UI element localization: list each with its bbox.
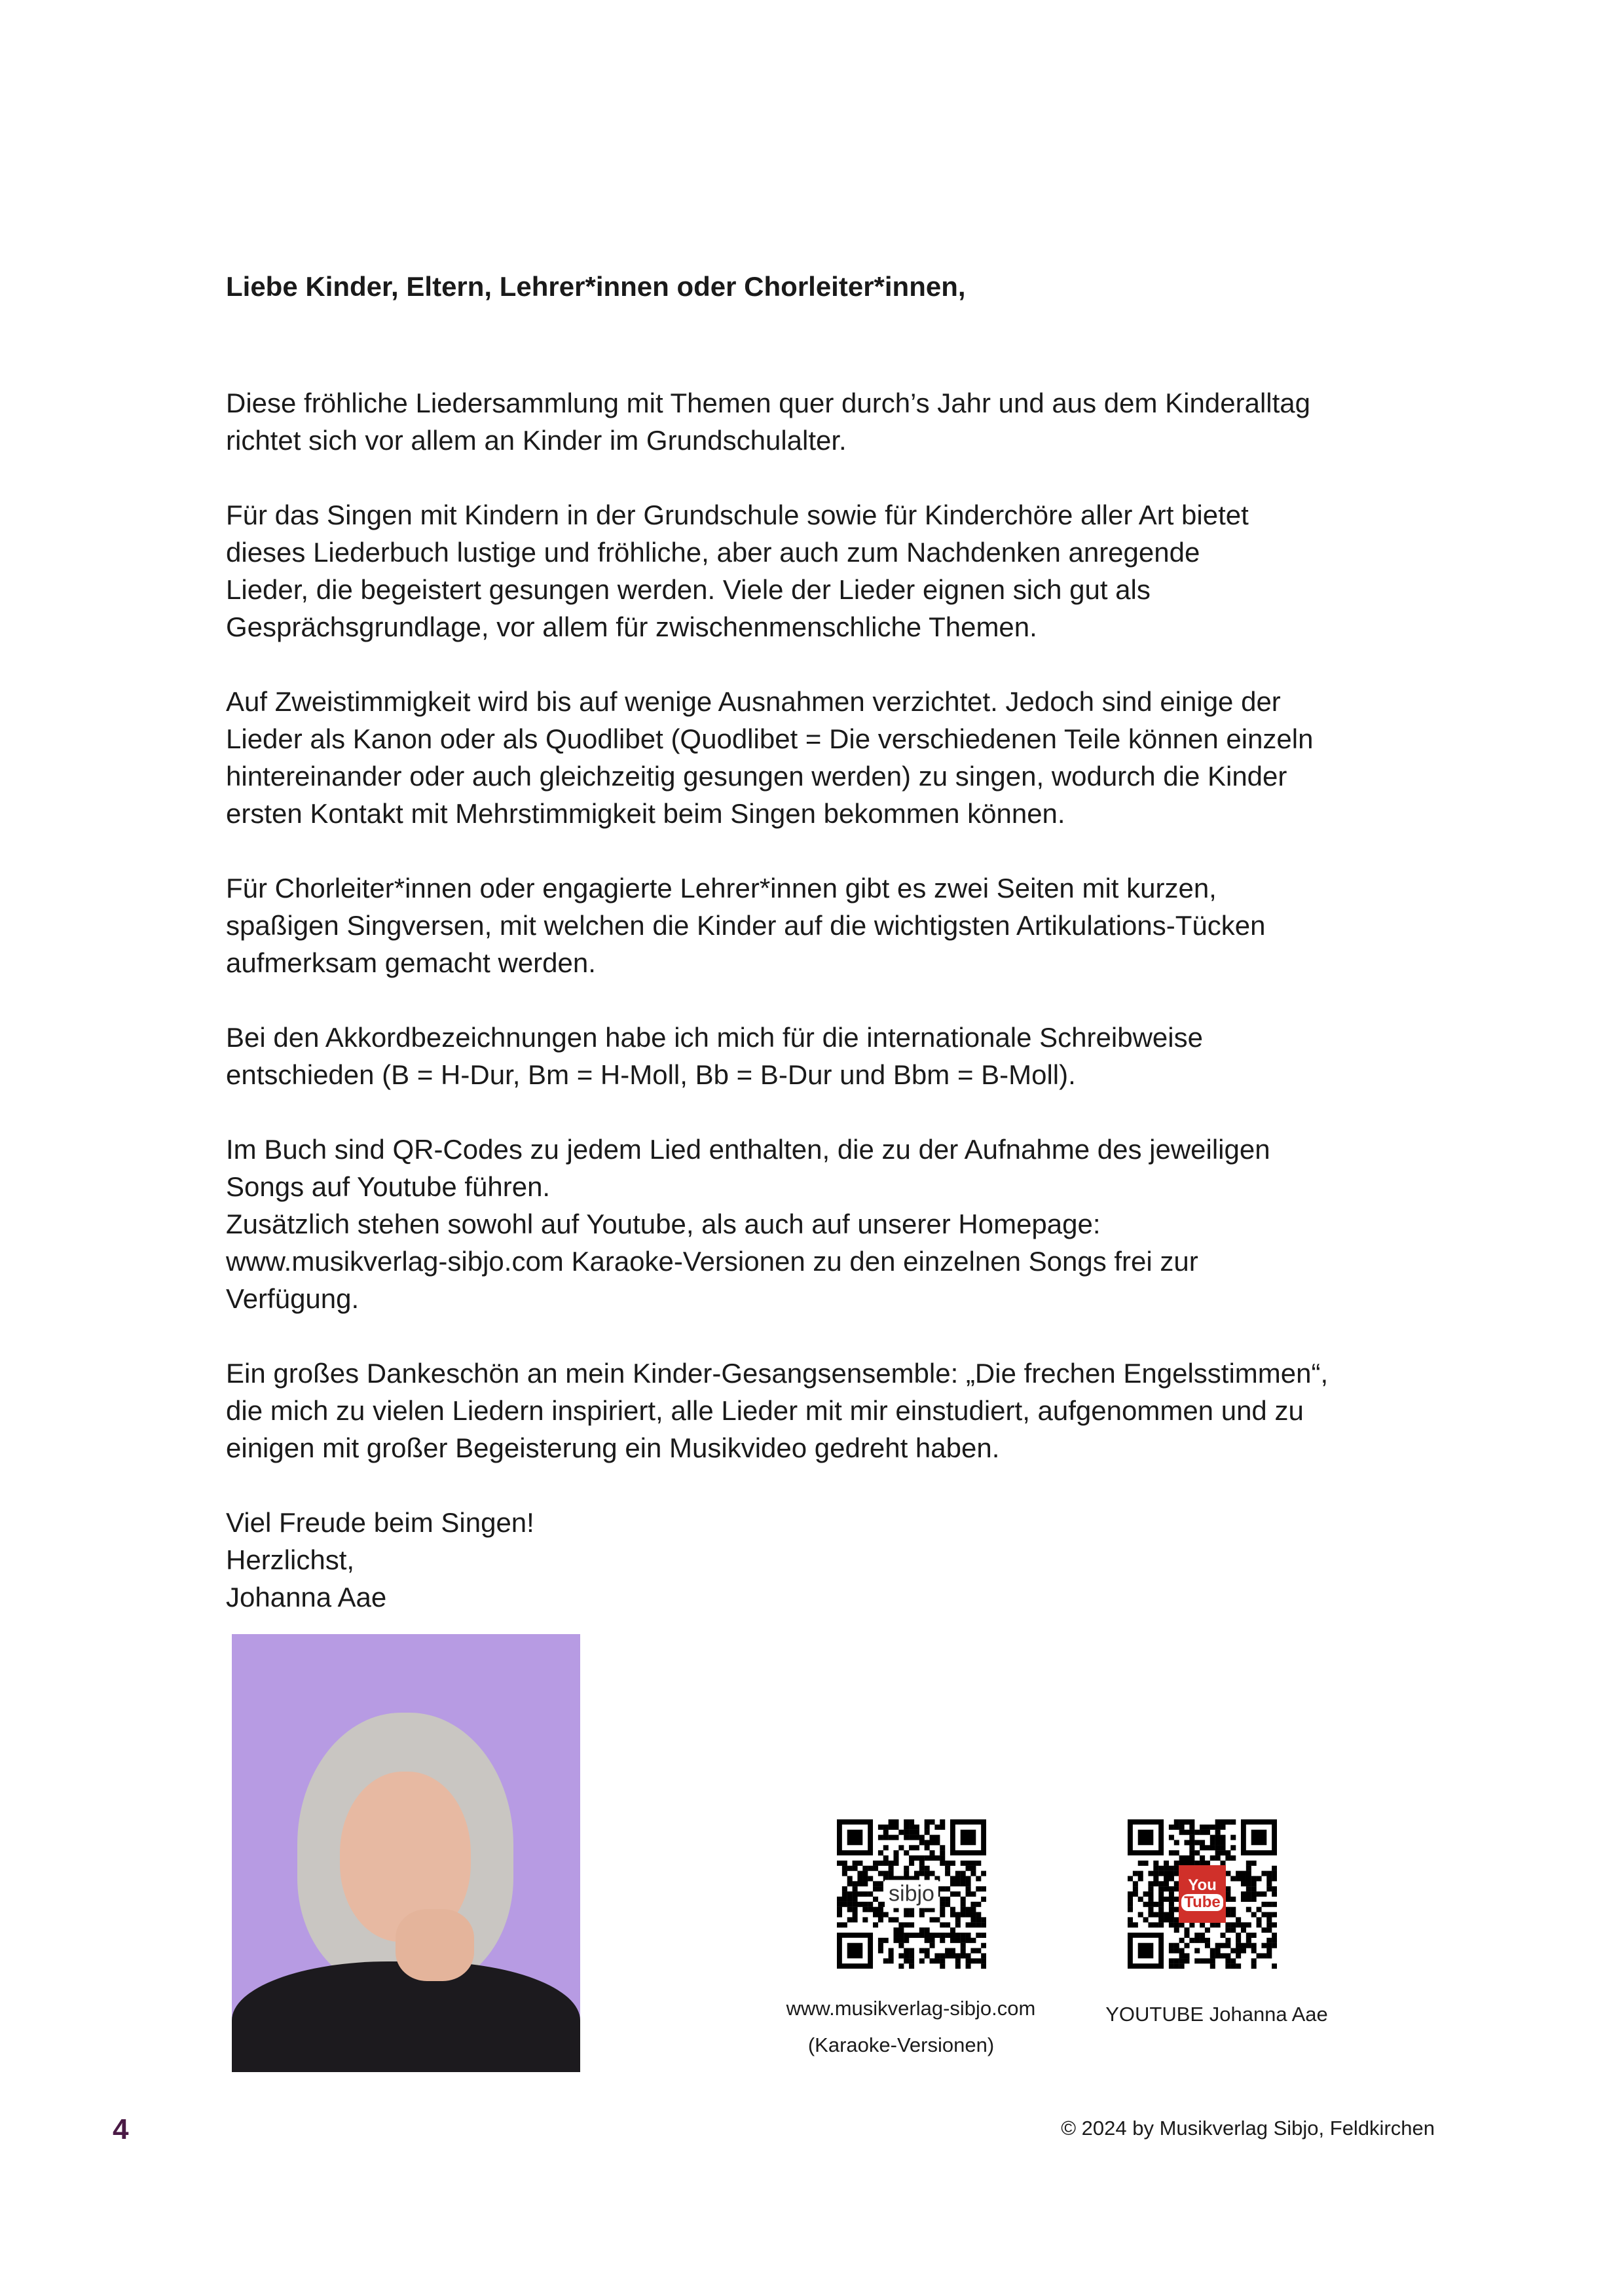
paragraph-line: www.musikverlag-sibjo.com Karaoke-Versionen zu den einzelnen Songs frei zur bbox=[226, 1246, 1198, 1277]
paragraph-line: Im Buch sind QR-Codes zu jedem Lied enthalten, die zu der Aufnahme des jeweiligen bbox=[226, 1134, 1270, 1165]
letter-body bbox=[226, 384, 1328, 1616]
paragraph-line: Auf Zweistimmigkeit wird bis auf wenige Ausnahmen verzichtet. Jedoch sind einige der bbox=[226, 686, 1281, 717]
paragraph-line: Lieder als Kanon oder als Quodlibet (Quodlibet = Die verschiedenen Teile können einzeln bbox=[226, 723, 1314, 754]
author-photo bbox=[232, 1634, 580, 2072]
paragraph-line: entschieden (B = H-Dur, Bm = H-Moll, Bb = B-Dur und Bbm = B-Moll). bbox=[226, 1059, 1076, 1090]
paragraph-line: Für das Singen mit Kindern in der Grundschule sowie für Kinderchöre aller Art bietet bbox=[226, 500, 1249, 530]
paragraph-line: aufmerksam gemacht werden. bbox=[226, 947, 596, 978]
paragraph-gap bbox=[226, 832, 1328, 869]
paragraph-line: Für Chorleiter*innen oder engagierte Lehrer*innen gibt es zwei Seiten mit kurzen, bbox=[226, 873, 1217, 903]
paragraph-line: Diese fröhliche Liedersammlung mit Themen quer durch’s Jahr und aus dem Kinderalltag bbox=[226, 388, 1310, 418]
paragraph-line: richtet sich vor allem an Kinder im Grundschulalter. bbox=[226, 425, 847, 456]
youtube-logo-icon: You Tube bbox=[1179, 1865, 1226, 1923]
paragraph-line: hintereinander oder auch gleichzeitig gesungen werden) zu singen, wodurch die Kinder bbox=[226, 761, 1287, 792]
paragraph-line: Verfügung. bbox=[226, 1283, 360, 1314]
paragraph-line: die mich zu vielen Liedern inspiriert, alle Lieder mit mir einstudiert, aufgenommen und zu bbox=[226, 1395, 1304, 1426]
photo-hand bbox=[396, 1909, 474, 1981]
copyright: © 2024 by Musikverlag Sibjo, Feldkirchen bbox=[1061, 2117, 1435, 2140]
paragraph-line: Zusätzlich stehen sowohl auf Youtube, als auch auf unserer Homepage: bbox=[226, 1209, 1101, 1239]
greeting-heading: Liebe Kinder, Eltern, Lehrer*innen oder Chorleiter*innen, bbox=[226, 271, 966, 302]
paragraph-line: Gesprächsgrundlage, vor allem für zwischenmenschliche Themen. bbox=[226, 611, 1037, 642]
karaoke-caption: (Karaoke-Versionen) bbox=[807, 2033, 995, 2056]
paragraph-line: Lieder, die begeistert gesungen werden. Viele der Lieder eignen sich gut als bbox=[226, 574, 1151, 605]
paragraph-line: Viel Freude beim Singen! bbox=[226, 1507, 534, 1538]
paragraph-gap bbox=[226, 1467, 1328, 1504]
photo-sweater bbox=[232, 1961, 580, 2072]
page-number: 4 bbox=[113, 2113, 129, 2145]
paragraph-line: Ein großes Dankeschön an mein Kinder-Gesangsensemble: „Die frechen Engelsstimmen“, bbox=[226, 1358, 1329, 1389]
paragraph-gap bbox=[226, 1317, 1328, 1355]
sibjo-logo: sibjo bbox=[885, 1880, 938, 1908]
paragraph-line: Johanna Aae bbox=[226, 1582, 387, 1613]
paragraph-gap bbox=[226, 646, 1328, 683]
website-caption: www.musikverlag-sibjo.com bbox=[786, 1997, 1036, 2020]
qr-code-youtube[interactable] bbox=[1128, 1815, 1277, 1973]
paragraph-line: spaßigen Singversen, mit welchen die Kinder auf die wichtigsten Artikulations-Tücken bbox=[226, 910, 1266, 941]
paragraph-line: Songs auf Youtube führen. bbox=[226, 1171, 551, 1202]
youtube-caption: YOUTUBE Johanna Aae bbox=[1105, 2003, 1328, 2026]
paragraph-line: Herzlichst, bbox=[226, 1544, 355, 1575]
paragraph-gap bbox=[226, 459, 1328, 496]
paragraph-gap bbox=[226, 1093, 1328, 1131]
paragraph-line: ersten Kontakt mit Mehrstimmigkeit beim Singen bekommen können. bbox=[226, 798, 1065, 829]
paragraph-line: dieses Liederbuch lustige und fröhliche, aber auch zum Nachdenken anregende bbox=[226, 537, 1200, 568]
paragraph-line: einigen mit großer Begeisterung ein Musikvideo gedreht haben. bbox=[226, 1432, 1000, 1463]
paragraph-line: Bei den Akkordbezeichnungen habe ich mich für die internationale Schreibweise bbox=[226, 1022, 1203, 1053]
paragraph-gap bbox=[226, 981, 1328, 1019]
qr-code-website[interactable] bbox=[837, 1815, 986, 1973]
